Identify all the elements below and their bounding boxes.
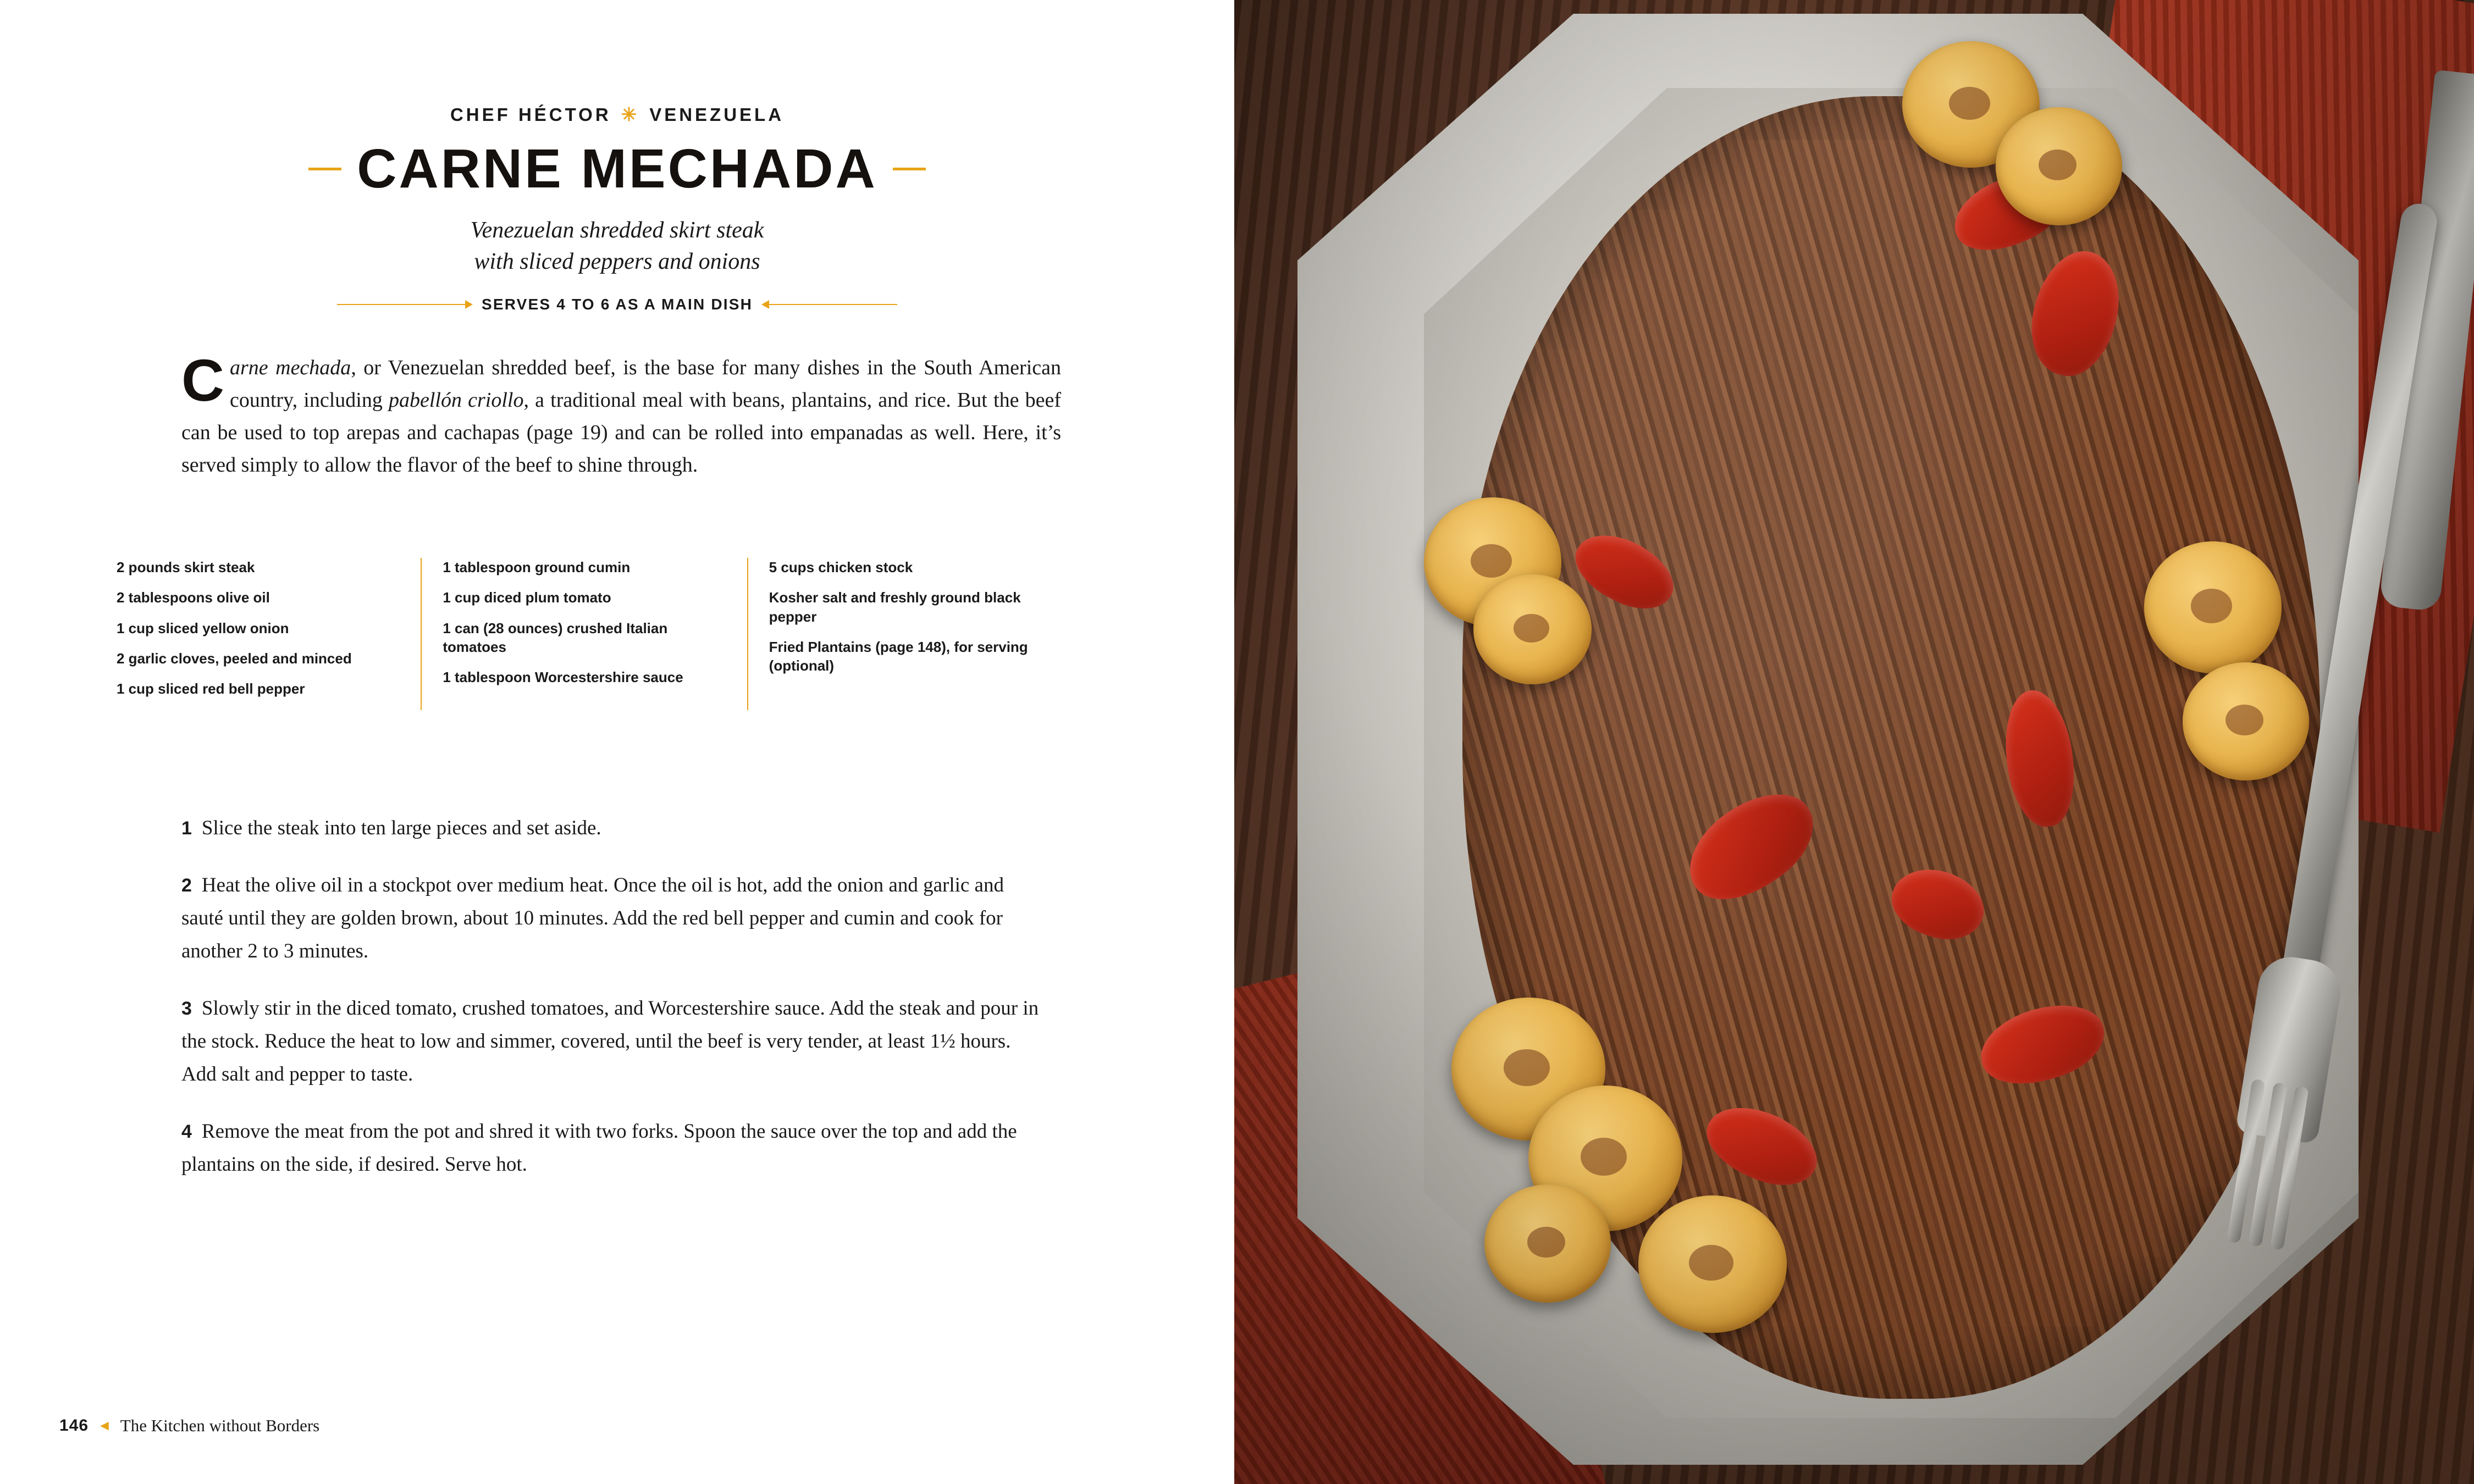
intro-text-a: , or Venezuelan shredded beef, is the base for many dishes in the South American country, including bbox=[230, 356, 1061, 412]
ingredient-item: 1 cup diced plum tomato bbox=[443, 589, 611, 606]
step-text: Slice the steak into ten large pieces and set aside. bbox=[201, 817, 601, 839]
ingredient-item: 1 cup sliced red bell pepper bbox=[117, 680, 305, 697]
recipe-title-row bbox=[0, 137, 1234, 201]
drop-cap: C bbox=[181, 347, 224, 413]
step-text: Remove the meat from the pot and shred it with two forks. Spoon the sauce over the top and add the plantains on the side, if desired. Serve hot. bbox=[181, 1120, 1017, 1176]
recipe-subtitle-line2: with sliced peppers and onions bbox=[474, 248, 760, 274]
recipe-intro bbox=[181, 347, 1061, 481]
ingredients-column-1 bbox=[117, 558, 421, 710]
chef-label: CHEF HÉCTOR bbox=[450, 104, 611, 125]
step-number: 1 bbox=[181, 818, 192, 839]
recipe-step bbox=[181, 812, 1039, 845]
ingredient-item: 2 garlic cloves, peeled and minced bbox=[117, 650, 352, 667]
step-number: 3 bbox=[181, 998, 192, 1019]
page-title: CARNE MECHADA bbox=[357, 138, 877, 200]
recipe-subtitle-line1: Venezuelan shredded skirt steak bbox=[470, 218, 764, 243]
book-title: The Kitchen without Borders bbox=[120, 1416, 320, 1435]
page-footer bbox=[59, 1416, 319, 1436]
serving-platter bbox=[1297, 14, 2359, 1465]
ingredients-list bbox=[117, 558, 1073, 710]
fried-plantain-slice bbox=[1638, 1195, 1787, 1333]
star-icon: ✳ bbox=[621, 104, 640, 125]
intro-italic-dish: arne mechada bbox=[230, 356, 351, 379]
ingredients-column-2 bbox=[421, 558, 747, 710]
fried-plantain-slice bbox=[1473, 574, 1592, 684]
fried-plantain-slice bbox=[1996, 107, 2122, 225]
serves-rule-right bbox=[763, 304, 897, 305]
step-number: 4 bbox=[181, 1121, 192, 1142]
title-dash-right bbox=[893, 168, 926, 170]
recipe-text-page bbox=[0, 0, 1234, 1484]
recipe-step bbox=[181, 992, 1039, 1091]
ingredient-item: Fried Plantains (page 148), for serving (optional) bbox=[769, 638, 1028, 674]
step-text: Slowly stir in the diced tomato, crushed tomatoes, and Worcestershire sauce. Add the steak and pour in the stock. Reduce the heat to low and simmer, covered, until the beef is very tender, at least 1½ hours. Add salt and pepper to taste. bbox=[181, 996, 1039, 1086]
title-dash-left bbox=[308, 168, 341, 170]
ingredient-item: 2 tablespoons olive oil bbox=[117, 589, 270, 606]
recipe-subtitle bbox=[0, 215, 1234, 277]
ingredient-item: 1 cup sliced yellow onion bbox=[117, 619, 289, 636]
serves-label: SERVES 4 TO 6 AS A MAIN DISH bbox=[481, 296, 753, 313]
recipe-step bbox=[181, 1115, 1039, 1181]
recipe-photo bbox=[1234, 0, 2474, 1484]
ingredient-item: 1 tablespoon Worcestershire sauce bbox=[443, 669, 683, 686]
fried-plantain-slice bbox=[2183, 662, 2309, 780]
fried-plantain-slice bbox=[2144, 541, 2282, 673]
ingredient-item: Kosher salt and freshly ground black pepper bbox=[769, 589, 1021, 625]
ingredient-item: 2 pounds skirt steak bbox=[117, 559, 255, 575]
page-number: 146 bbox=[59, 1416, 89, 1435]
step-text: Heat the olive oil in a stockpot over medium heat. Once the oil is hot, add the onion and garlic and sauté until they are golden brown, about 10 minutes. Add the red bell pepper and cumin and cook for another 2 to 3 minutes. bbox=[181, 873, 1004, 962]
ingredients-column-3 bbox=[747, 558, 1073, 710]
step-number: 2 bbox=[181, 874, 192, 896]
fried-plantain-slice bbox=[1484, 1184, 1611, 1303]
recipe-steps bbox=[181, 791, 1039, 1205]
serves-row bbox=[0, 296, 1234, 313]
serves-rule-left bbox=[337, 304, 472, 305]
ingredient-item: 1 can (28 ounces) crushed Italian tomatoes bbox=[443, 619, 668, 655]
ingredient-item: 1 tablespoon ground cumin bbox=[443, 559, 631, 575]
country-label: VENEZUELA bbox=[649, 104, 785, 125]
recipe-step bbox=[181, 869, 1039, 968]
intro-text-b: , a traditional meal with beans, plantains, and rice. But the beef can be used to top arepas and cachapas (page 19) and can be rolled into empanadas as well. Here, it’s served simply to allow the flavor of the beef to shine through. bbox=[181, 388, 1061, 477]
ingredient-item: 5 cups chicken stock bbox=[769, 559, 913, 575]
intro-italic-pabellon: pabellón criollo bbox=[388, 388, 524, 412]
arrow-icon: ◄ bbox=[97, 1417, 112, 1433]
recipe-header bbox=[0, 104, 1234, 313]
chef-country-line bbox=[0, 104, 1234, 125]
